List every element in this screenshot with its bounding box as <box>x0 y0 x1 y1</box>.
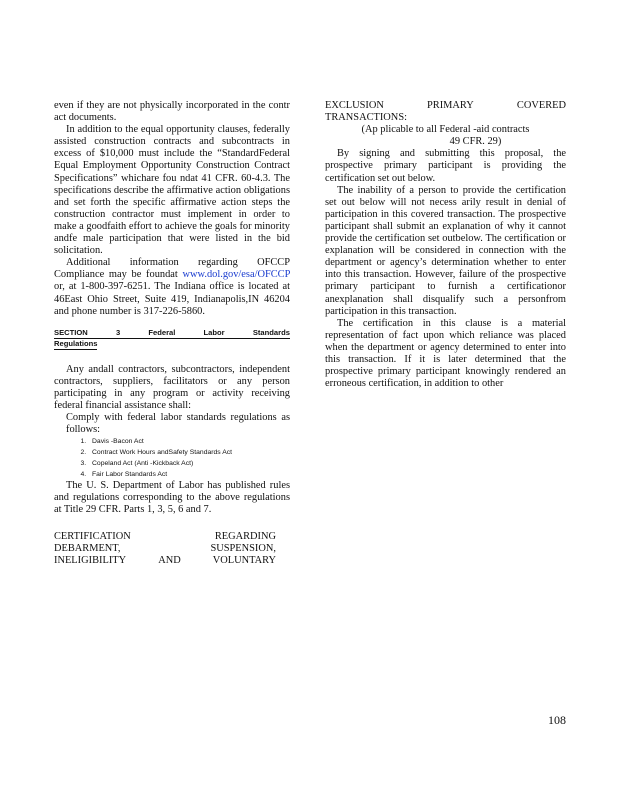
left-column <box>54 100 290 567</box>
paragraph-contractors: Any andall contractors, subcontractors, independent contractors, suppliers, facilitators or any person participating in any program or activity receiving federal financial assistance shall: <box>54 363 290 411</box>
heading-word: PRIMARY <box>427 100 474 111</box>
certification-heading <box>54 531 276 567</box>
cert-word: AND <box>158 554 181 566</box>
section-label: SECTION <box>54 327 88 337</box>
section-word-regulations: Regulations <box>54 338 98 348</box>
section-word-labor: Labor <box>203 327 225 337</box>
heading-word: COVERED <box>516 100 566 111</box>
page-number: 108 <box>548 713 566 727</box>
list-item: 1. Davis -Bacon Act <box>88 436 290 447</box>
heading-word: EXCLUSION <box>325 100 384 111</box>
list-item: 3. Copeland Act (Anti -Kickback Act) <box>88 458 290 469</box>
right-column <box>325 100 566 390</box>
cfr-note: 49 CFR. 29) <box>449 136 502 148</box>
ofccp-text-pre: Additional information regarding OFCCP Compliance may be foundat <box>54 257 290 281</box>
list-item: 2. Contract Work Hours andSafety Standards Act <box>88 447 290 458</box>
paragraph-dol-rules: The U. S. Department of Labor has published rules and regulations corresponding to the above regulations at Title 29 CFR. Parts 1, 3, 5, 6 and 7. <box>54 480 290 516</box>
cert-word: SUSPENSION, <box>210 542 276 554</box>
section-number: 3 <box>115 327 121 337</box>
section-word-federal: Federal <box>148 327 176 337</box>
section-word-standards: Standards <box>252 327 290 337</box>
paragraph-inability: The inability of a person to provide the certification set out below will not necess arily result in denial of participation in this covered transaction. The prospective participant shall submit an explanation of why it cannot provide the certification set outbelow. The certification or explanation will be considered in connection with the department or agency’s determination whether to enter into this transaction. However, failure of the prospective primary participant to furnish a certificationor anexplanation shall disqualify such a personfrom participation in this transaction. <box>325 184 566 317</box>
paragraph-continuation: even if they are not physically incorporated in the contr act documents. <box>54 100 290 124</box>
exclusion-heading <box>325 100 566 112</box>
transactions-heading: TRANSACTIONS: <box>325 112 407 124</box>
cert-word: INELIGIBILITY <box>54 554 127 566</box>
applicable-note: (Ap plicable to all Federal -aid contracts <box>361 124 530 136</box>
paragraph-equal-opportunity: In addition to the equal opportunity clauses, federally assisted construction contracts and subcontracts in excess of $10,000 must include the “StandardFederal Equal Employment Opportunity Construction Contract Specifications” whichare fou ndat 41 CFR. 60-4.3. The specifications describe the affirmative action obligations and set forth the specific affirmative action steps the construction contractor must implement in order to make a goodfaith effort to achieve the goals for minority andfe male participation that were listed in the bid solicitation. <box>54 124 290 257</box>
paragraph-ofccp <box>54 257 290 317</box>
cert-word: DEBARMENT, <box>54 542 121 554</box>
ofccp-link[interactable]: www.dol.gov/esa/OFCCP <box>182 269 290 281</box>
cert-word: CERTIFICATION <box>54 530 131 542</box>
cert-word: REGARDING <box>214 530 276 542</box>
cert-word: VOLUNTARY <box>212 554 276 566</box>
ofccp-text-post: or, at 1-800-397-6251. The Indiana office is located at 46East Ohio Street, Suite 419, Indianapolis,IN 46204 and phone number is 317-226-5860. <box>54 281 290 317</box>
paragraph-material-representation: The certification in this clause is a material representation of fact upon which reliance was placed when the department or agency determined to enter into this transaction. If it is later determined that the prospective primary participant knowingly rendered an erroneous certification, in addition to other <box>325 317 566 390</box>
paragraph-signing: By signing and submitting this proposal, the prospective primary participant is providing the certification set out below. <box>325 148 566 184</box>
paragraph-comply: Comply with federal labor standards regulations as follows: <box>66 412 290 436</box>
section-heading <box>54 328 290 350</box>
labor-acts-list <box>54 436 290 480</box>
list-item: 4. Fair Labor Standards Act <box>88 469 290 480</box>
